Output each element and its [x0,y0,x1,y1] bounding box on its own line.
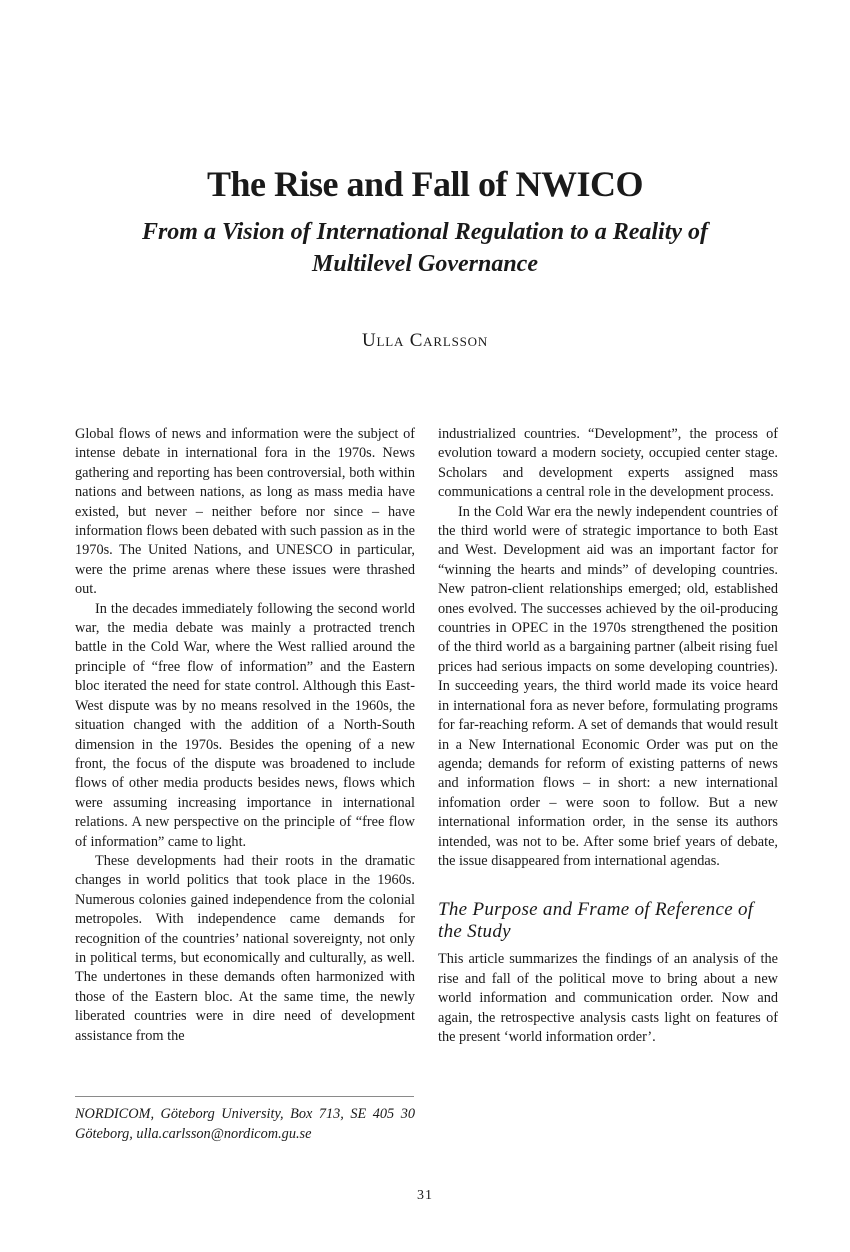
section-heading: The Purpose and Frame of Reference of the Study [438,899,754,943]
body-paragraph: In the Cold War era the newly independent countries of the third world were of strategic importance to both East and West. Development aid was an important factor for “winning the hearts and minds” of developing countries. New patron-client relationships emerged; old, established ones evolved. The successes achieved by the oil-producing countries in OPEC in the 1970s strengthened the position of the third world as a bargaining partner (albeit rising fuel prices had serious impacts on some developing countries). In succeeding years, the third world made its voice heard in international fora as never before, formulating programs for far-reaching reform. A set of demands that would result in a New International Economic Order was put on the agenda; demands for reform of existing patterns of news and information flows – in short: a new international infomation order – were soon to follow. But a new international information order, in the sense its authors intended, was not to be. After some brief years of debate, the issue disappeared from international agendas. [438,503,778,869]
body-paragraph: In the decades immediately following the second world war, the media debate was mainly a protracted trench battle in the Cold War, where the West rallied around the principle of “free flow of information” and the Eastern bloc iterated the need for state control. Although this East-West dispute was by no means resolved in the 1960s, the situation changed with the addition of a North-South dimension in the 1970s. Besides the opening of a new front, the focus of the dispute was broadened to include flows of other media products besides news, flows which were assuming increasing importance in international relations. A new perspective on the principle of “free flow of information” came to light. [75,600,415,850]
body-paragraph: industrialized countries. “Development”, the process of evolution toward a modern society, occupied center stage. Scholars and development experts assigned mass communications a central role in the development process. [438,426,778,501]
body-paragraph: Global flows of news and information were the subject of intense debate in international fora in the 1970s. News gathering and reporting has been controversial, both within nations and between nations, as long as mass media have existed, but never – neither before nor since – have information flows been debated with such passion as in the 1970s. The United Nations, and UNESCO in particular, were the prime arenas where these issues were thrashed out. [75,426,415,598]
footnote-divider [75,1096,414,1097]
left-column [75,425,415,1046]
page-number: 31 [417,1188,433,1203]
author-name: Ulla Carlsson [361,330,489,351]
right-column [438,425,778,1047]
article-title: The Rise and Fall of NWICO [206,164,644,204]
body-paragraph: These developments had their roots in the dramatic changes in world politics that took place in the 1960s. Numerous colonies gained independence from the colonial metropoles. With independence came demands for recognition of the countries’ national sovereignty, not only in political terms, but economically and culturally, as well. The undertones in these demands often harmonized with those of the Eastern bloc. At the same time, the newly liberated countries were in dire need of development assistance from the [75,852,415,1044]
body-paragraph: This article summarizes the findings of an analysis of the rise and fall of the political move to bring about a new world information and communication order. Now and again, the retrospective analysis casts light on features of the present ‘world information order’. [438,951,778,1045]
author-affiliation-footnote: NORDICOM, Göteborg University, Box 713, SE 405 30 Göteborg, ulla.carlsson@nordicom.gu.se [75,1106,415,1142]
article-subtitle: From a Vision of International Regulation to a Reality of Multilevel Governance [141,219,709,277]
